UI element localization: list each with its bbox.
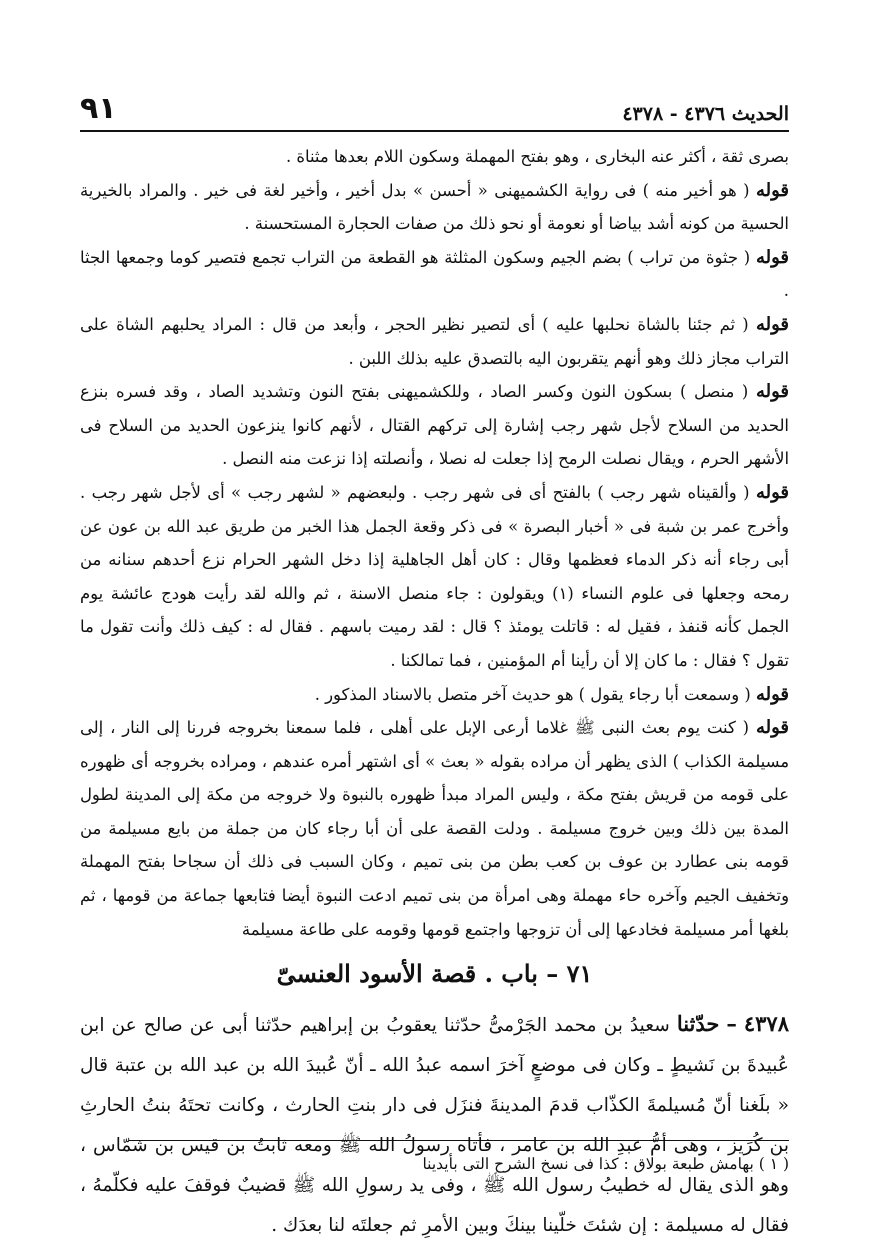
qawluhu-marker: قوله [755,717,789,739]
commentary-paragraph: قوله ( منصل ) بسكون النون وكسر الصاد ، وللكشميهنى بفتح النون وتشديد الصاد ، وقد فسره بنزع الحديد من السلاح لأجل شهر رجب إشارة إلى تركهم القتال ، لأنهم كانوا ينزعون الحديد من السلاح فى الأشهر الحرم ، ويقال نصلت الرمح إذا جعلت له نصلا ، وأنصلته إذا نزعت منه النصل . [80,381,789,469]
commentary-paragraph: قوله ( وألقيناه شهر رجب ) بالفتح أى فى شهر رجب . ولبعضهم « لشهر رجب » أى لأجل شهر رجب . وأخرج عمر بن شبة فى « أخبار البصرة » فى ذكر وقعة الجمل هذا الخبر من طريق عبد الله بن عون عن أبى رجاء أنه ذكر الدماء فعظمها وقال : كان أهل الجاهلية إذا دخل الشهر الحرام نزع أحدهم سنانه من رمحه وجعلها فى علوم النساء (١) ويقولون : جاء منصل الاسنة ، ثم والله لقد رأيت هودج عائشة يوم الجمل كأنه قنفذ ، فقيل له : قاتلت يومئذ ؟ قال : لقد رميت باسهم . فقال له : كيف ذلك وأنت تقول ما تقول ؟ فقال : ما كان إلا أن رأينا أم المؤمنين ، فما تمالكنا . [80,481,789,670]
commentary-text [80,140,789,946]
hadith-dash: – [726,1011,737,1037]
footnote-rule [129,1140,789,1141]
commentary-paragraph: قوله ( هو أخير منه ) فى رواية الكشميهنى « أحسن » بدل أخير ، وأخير لغة فى خير . والمراد بالخيرية الحسية من كونه أشد بياضا أو نعومة أو نحو ذلك من صفات الحجارة المستحسنة . [80,179,790,234]
qawluhu-marker: قوله [755,481,789,503]
running-title: الحديث ٤٣٧٦ - ٤٣٧٨ [622,103,789,125]
page-header [80,88,789,124]
qawluhu-marker: قوله [755,683,789,705]
commentary-paragraph: بصرى ثقة ، أكثر عنه البخارى ، وهو بفتح المهملة وسكون اللام بعدها مثناة . [285,147,789,166]
commentary-paragraph: قوله ( كنت يوم بعث النبى ﷺ غلاما أرعى الإبل على أهلى ، فلما سمعنا بخروجه فررنا إلى النار ، إلى مسيلمة الكذاب ) الذى يظهر أن مراده بقوله « بعث » أى اشتهر أمره عندهم ، ومراده بخروجه أى ظهوره على قومه من قريش بفتح مكة ، وليس المراد مبدأ ظهوره بالنبوة ولا خروجه من مكة إلى المدينة لطول المدة بين ذلك وبين خروج مسيلمة . ودلت القصة على أن أبا رجاء كان من جملة من بايع مسيلمة من قومه بنى عطارد بن عوف بن كعب بطن من بنى تميم ، وكان السبب فى ذلك أن سجاحا بفتح المهملة وتخفيف الجيم وآخره حاء مهملة وهى امرأة من بنى تميم ادعت النبوة أيضا فتابعها جماعة من قومها ، ثم بلغها أمر مسيلمة فخادعها إلى أن تزوجها واجتمع قومها وقومه على طاعة مسيلمة [80,717,789,939]
page-body [80,140,789,1246]
qawluhu-marker: قوله [755,179,790,201]
qawluhu-marker: قوله [755,246,789,268]
hadith-paragraph [80,1004,789,1246]
qawluhu-marker: قوله [755,313,789,335]
commentary-paragraph: قوله ( جثوة من تراب ) بضم الجيم وسكون المثلثة هو القطعة من التراب تجمع فتصير كوما وجمعها الجثا . [80,246,789,301]
page-number: ٩١ [80,91,117,126]
footnote: ( ١ ) بهامش طبعة بولاق : كذا فى نسخ الشرح التى بأيدينا [422,1155,789,1173]
chapter-number: ٧١ [566,959,593,989]
hadith-text [80,1004,789,1246]
chapter-dash: – [546,959,559,989]
qawluhu-marker: قوله [755,381,789,403]
chapter-word: باب [501,959,538,989]
haddathana-marker: حدّثنا [676,1011,720,1037]
header-rule [80,130,789,132]
hadith-body: سعيدُ بن محمد الجَرْمىُّ حدّثنا يعقوبُ بن إبراهيم حدّثنا أبى عن صالح عن ابن عُبيدةَ بن نَشيطٍ ـ وكان فى موضعٍ آخرَ اسمه عبدُ الله ـ أنّ عُبيدَ الله بن عبد الله بن عتبة قال « بلَغنا أنّ مُسيلمةَ الكذّاب قدمَ المدينةَ فنزَل فى دار بنتِ الحارث ، وكانت تحتَهُ بنتُ الحارثِ بن كُرَيز ، وهى أمُّ عبدِ الله بن عامر ، فأتاه رسولُ الله ﷺ ومعه ثابتُ بن قيس بن شمّاس ، وهو الذى يقال له خطيبُ رسول الله ﷺ ، وفى يد رسولِ الله ﷺ قضيبٌ فوقفَ عليه فكلّمهُ ، فقال له مسيلمة : إن شئتَ خلّينا بينكَ وبين الأمرِ ثم جعلتَه لنا بعدَك . [80,1015,789,1237]
hadith-number: ٤٣٧٨ [743,1011,789,1037]
chapter-title: . قصة الأسود العنسىّ [276,959,493,989]
commentary-paragraph: قوله ( وسمعت أبا رجاء يقول ) هو حديث آخر متصل بالاسناد المذكور . [314,683,789,705]
chapter-heading [80,954,789,994]
commentary-paragraph: قوله ( ثم جئنا بالشاة نحلبها عليه ) أى لتصير نظير الحجر ، وأبعد من قال : المراد يحلبهم الشاة على التراب مجاز ذلك وهو أنهم يتقربون اليه بالتصدق عليه بذلك اللبن . [80,313,789,368]
